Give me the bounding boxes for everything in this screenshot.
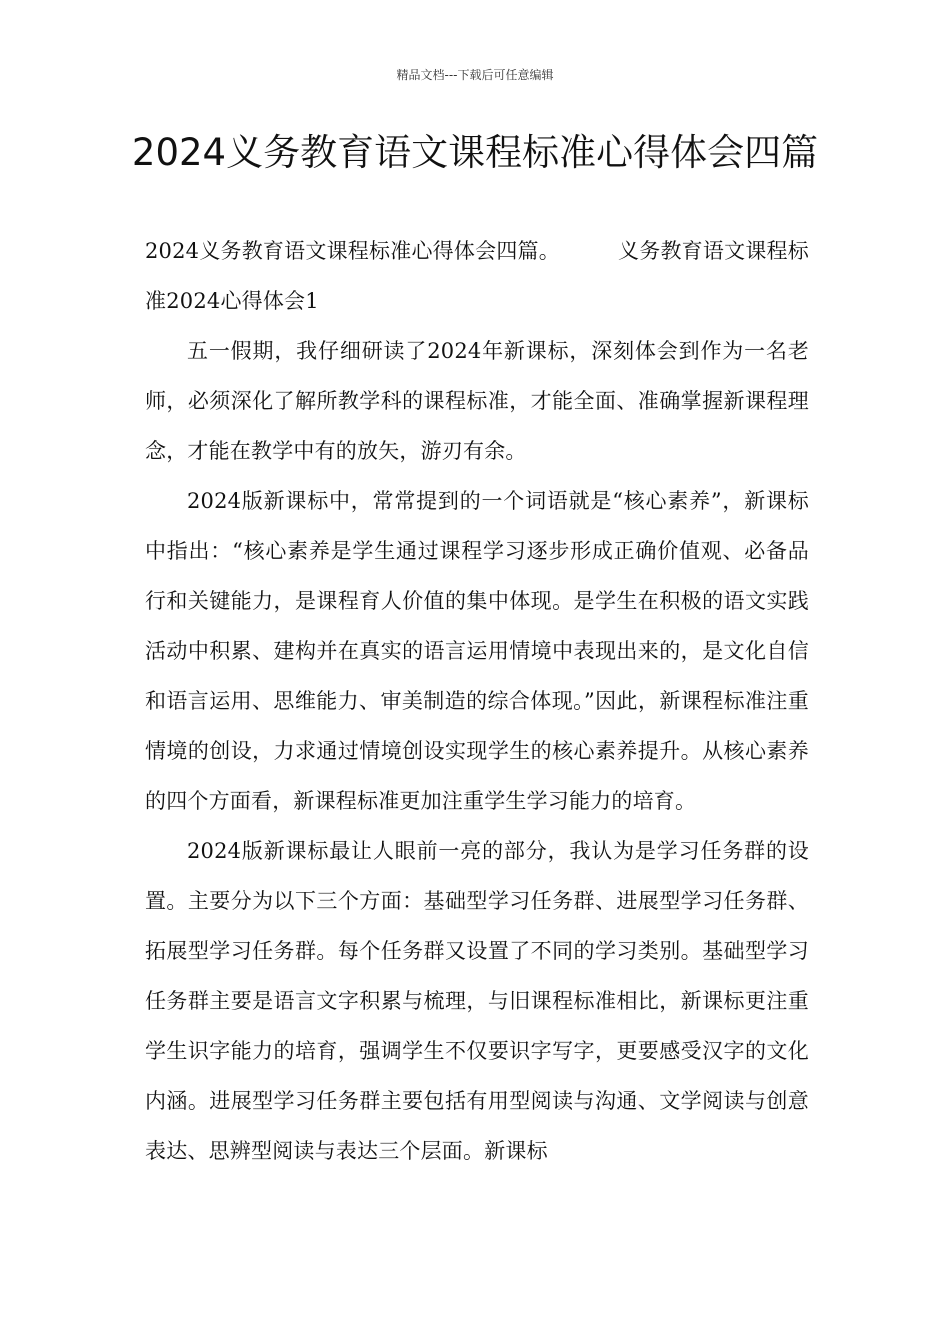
body-paragraph: 2024版新课标中，常常提到的一个词语就是“核心素养”，新课标中指出：“核心素养是学生通过课程学习逐步形成正确价值观、必备品行和关键能力，是课程育人价值的集中体现。是学生在积极的语文实践活动中积累、建构并在真实的语言运用情境中表现出来的，是文化自信和语言运用、思维能力、审美制造的综合体现。”因此，新课程标准注重情境的创设，力求通过情境创设实现学生的核心素养提升。从核心素养的四个方面看，新课程标准更加注重学生学习能力的培育。 (145, 489, 809, 813)
document-body (145, 326, 809, 1176)
document-title: 2024义务教育语文课程标准心得体会四篇 (131, 131, 819, 174)
intro-text-part1: 2024义务教育语文课程标准心得体会四篇。 (145, 239, 560, 263)
body-paragraph: 2024版新课标最让人眼前一亮的部分，我认为是学习任务群的设置。主要分为以下三个方面：基础型学习任务群、进展型学习任务群、拓展型学习任务群。每个任务群又设置了不同的学习类别。基础型学习任务群主要是语言文字积累与梳理，与旧课程标准相比，新课标更注重学生识字能力的培育，强调学生不仅要识字写字，更要感受汉字的文化内涵。进展型学习任务群主要包括有用型阅读与沟通、文学阅读与创意表达、思辨型阅读与表达三个层面。新课标 (145, 839, 809, 1163)
intro-paragraph (145, 226, 809, 326)
body-paragraph: 五一假期，我仔细研读了2024年新课标，深刻体会到作为一名老师，必须深化了解所教学科的课程标准，才能全面、准确掌握新课程理念，才能在教学中有的放矢，游刃有余。 (145, 339, 809, 463)
intro-text-part2: 义务教育语文课程标准2024心得体会1 (145, 239, 809, 313)
page-header: 精品文档---下载后可任意编辑 (396, 68, 554, 82)
